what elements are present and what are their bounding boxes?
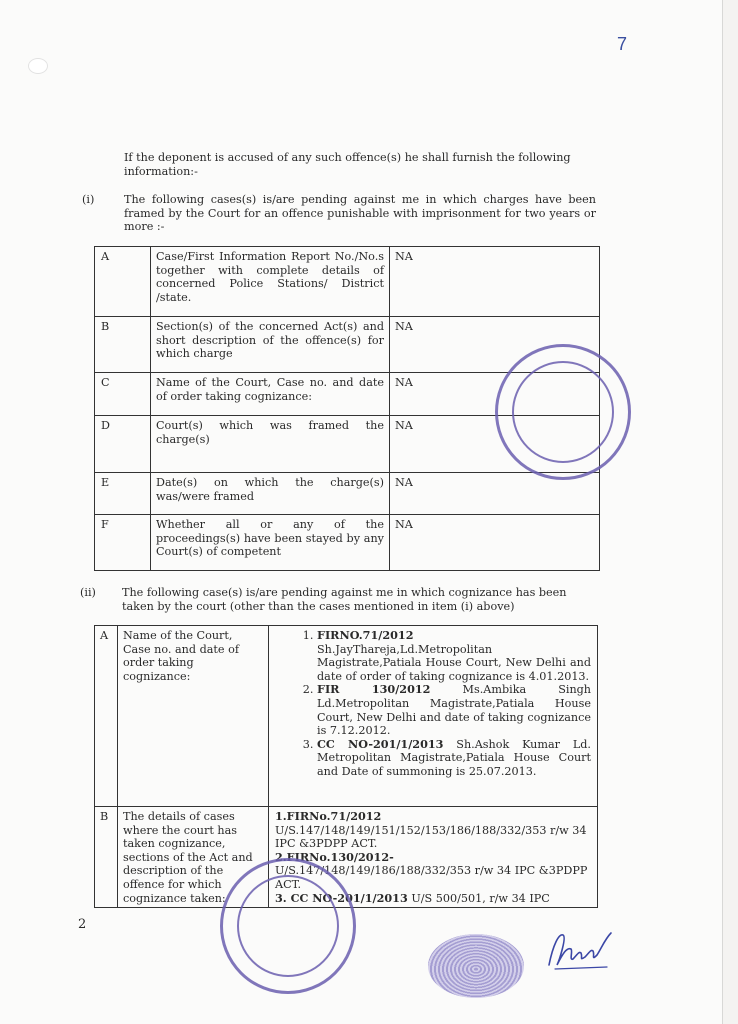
row-value: NA [390, 416, 600, 473]
section-ii-text: The following case(s) is/are pending against me in which cognizance has been taken by the court (other than the cases mentioned in item (i) above) [122, 586, 567, 613]
paper-hole-mark [28, 58, 48, 74]
row-key: C [95, 373, 151, 416]
list-item: 3. CC NO-201/1/2013 U/S 500/501, r/w 34 IPC [275, 890, 550, 905]
table-row [95, 626, 598, 807]
row-key: F [95, 515, 151, 571]
oath-commissioner-stamp [220, 858, 356, 994]
row-description: Court(s) which was framed the charge(s) [151, 416, 390, 473]
intro-text: If the deponent is accused of any such offence(s) he shall furnish the following information:- [124, 151, 571, 178]
section-ii-label: (ii) [80, 586, 96, 599]
row-value [269, 626, 598, 807]
cognizance-table [94, 625, 598, 908]
list-item: 2.FIRNo.130/2012- U/S.147/148/149/186/188/332/353 r/w 34 IPC &3PDPP ACT. [275, 849, 588, 891]
row-key: B [95, 807, 118, 908]
section-i-text: The following cases(s) is/are pending against me in which charges have been framed by the Court for an offence punishable with imprisonment for two years or more :- [124, 193, 596, 234]
signature-mark [545, 925, 615, 973]
row-value: NA [390, 373, 600, 416]
row-description: Section(s) of the concerned Act(s) and short description of the offence(s) for which charge [151, 317, 390, 373]
row-description: Case/First Information Report No./No.s together with complete details of concerned Police Stations/ District /state. [151, 247, 390, 317]
case-list [281, 629, 591, 779]
row-description: Date(s) on which the charge(s) was/were framed [151, 473, 390, 515]
table-row [95, 515, 600, 571]
thumbprint-mark [428, 934, 524, 998]
row-value: NA [390, 317, 600, 373]
list-item: 2. FIR 130/2012 Ms.Ambika Singh Ld.Metropolitan Magistrate,Patiala House Court, New Delhi and date of taking cognizance is 7.12.2012. [317, 683, 591, 737]
row-description: Whether all or any of the proceedings(s) have been stayed by any Court(s) of competent [151, 515, 390, 571]
oath-commissioner-stamp [495, 344, 631, 480]
row-description: Name of the Court, Case no. and date of order taking cognizance: [151, 373, 390, 416]
row-key: A [95, 247, 151, 317]
row-description: The details of cases where the court has taken cognizance, sections of the Act and description of the offence for which cognizance taken: [118, 807, 269, 908]
row-description: Name of the Court, Case no. and date of order taking cognizance: [118, 626, 269, 807]
list-item: 3. CC NO-201/1/2013 Sh.Ashok Kumar Ld. Metropolitan Magistrate,Patiala House Court and Date of summoning is 25.07.2013. [317, 738, 591, 779]
handwritten-page-mark: 7 [617, 34, 628, 54]
table-row [95, 247, 600, 317]
section-i-label: (i) [82, 193, 95, 206]
row-value: NA [390, 247, 600, 317]
row-key: D [95, 416, 151, 473]
row-key: A [95, 626, 118, 807]
table-row [95, 473, 600, 515]
page-number: 2 [78, 917, 87, 932]
row-key: B [95, 317, 151, 373]
list-item: 1. FIRNO.71/2012 Sh.JayThareja,Ld.Metropolitan Magistrate,Patiala House Court, New Delhi and date of order of taking cognizance is 4.01.2013. [317, 629, 591, 683]
row-value: NA [390, 515, 600, 571]
row-key: E [95, 473, 151, 515]
row-value: NA [390, 473, 600, 515]
list-item: 1.FIRNo.71/2012 U/S.147/148/149/151/152/153/186/188/332/353 r/w 34 IPC &3PDPP ACT. [275, 809, 587, 851]
